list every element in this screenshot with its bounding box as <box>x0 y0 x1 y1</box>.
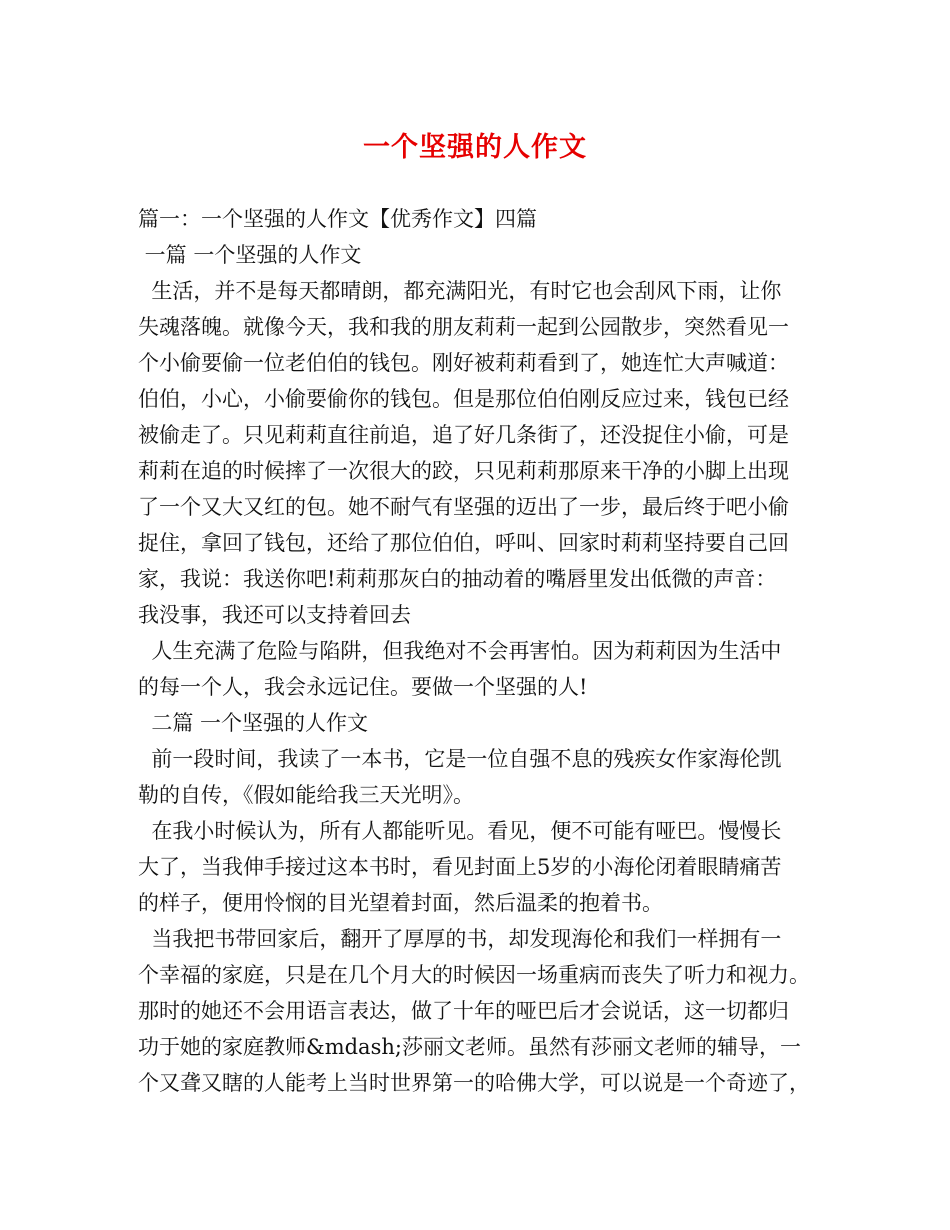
section-heading: 篇一：一个坚强的人作文【优秀作文】四篇 <box>138 207 537 231</box>
text-line: 捉住，拿回了钱包，还给了那位伯伯，呼叫、回家时莉莉坚持要自己回 <box>138 531 789 555</box>
text-line: 大了，当我伸手接过这本书时，看见封面上5岁的小海伦闭着眼睛痛苦 <box>138 855 782 879</box>
text-line: 功于她的家庭教师&mdash;莎丽文老师。虽然有莎丽文老师的辅导，一 <box>138 1035 801 1059</box>
text-line: 勒的自传，《假如能给我三天光明》。 <box>138 783 474 807</box>
text-line: 我没事，我还可以支持着回去 <box>138 603 411 627</box>
text-line: 的样子，便用怜悯的目光望着封面，然后温柔的抱着书。 <box>138 891 663 915</box>
text-line: 伯伯，小心，小偷要偷你的钱包。但是那位伯伯刚反应过来，钱包已经 <box>138 387 789 411</box>
text-line: 个小偷要偷一位老伯伯的钱包。刚好被莉莉看到了，她连忙大声喊道： <box>138 351 789 375</box>
text-line: 前一段时间，我读了一本书，它是一位自强不息的残疾女作家海伦凯 <box>138 747 782 771</box>
text-line: 在我小时候认为，所有人都能听见。看见，便不可能有哑巴。慢慢长 <box>138 819 782 843</box>
text-line: 个又聋又瞎的人能考上当时世界第一的哈佛大学，可以说是一个奇迹了， <box>138 1071 810 1095</box>
text-line: 当我把书带回家后，翻开了厚厚的书，却发现海伦和我们一样拥有一 <box>138 927 782 951</box>
text-line: 生活，并不是每天都晴朗，都充满阳光，有时它也会刮风下雨，让你 <box>138 279 782 303</box>
text-line: 家，我说：我送你吧!莉莉那灰白的抽动着的嘴唇里发出低微的声音： <box>138 567 777 591</box>
document-body <box>138 201 828 1101</box>
text-line: 人生充满了危险与陷阱，但我绝对不会再害怕。因为莉莉因为生活中 <box>138 639 782 663</box>
text-line: 那时的她还不会用语言表达，做了十年的哑巴后才会说话，这一切都归 <box>138 999 789 1023</box>
text-line: 了一个又大又红的包。她不耐气有坚强的迈出了一步，最后终于吧小偷 <box>138 495 789 519</box>
text-line: 的每一个人，我会永远记住。要做一个坚强的人! <box>138 675 588 699</box>
text-line: 被偷走了。只见莉莉直往前追，追了好几条街了，还没捉住小偷，可是 <box>138 423 789 447</box>
text-line: 个幸福的家庭，只是在几个月大的时候因一场重病而丧失了听力和视力。 <box>138 963 810 987</box>
subsection-heading: 一篇 一个坚强的人作文 <box>138 243 362 267</box>
document-title: 一个坚强的人作文 <box>363 132 587 163</box>
text-line: 失魂落魄。就像今天，我和我的朋友莉莉一起到公园散步，突然看见一 <box>138 315 789 339</box>
subsection-heading: 二篇 一个坚强的人作文 <box>138 711 369 735</box>
text-line: 莉莉在追的时候摔了一次很大的跤，只见莉莉那原来干净的小脚上出现 <box>138 459 789 483</box>
